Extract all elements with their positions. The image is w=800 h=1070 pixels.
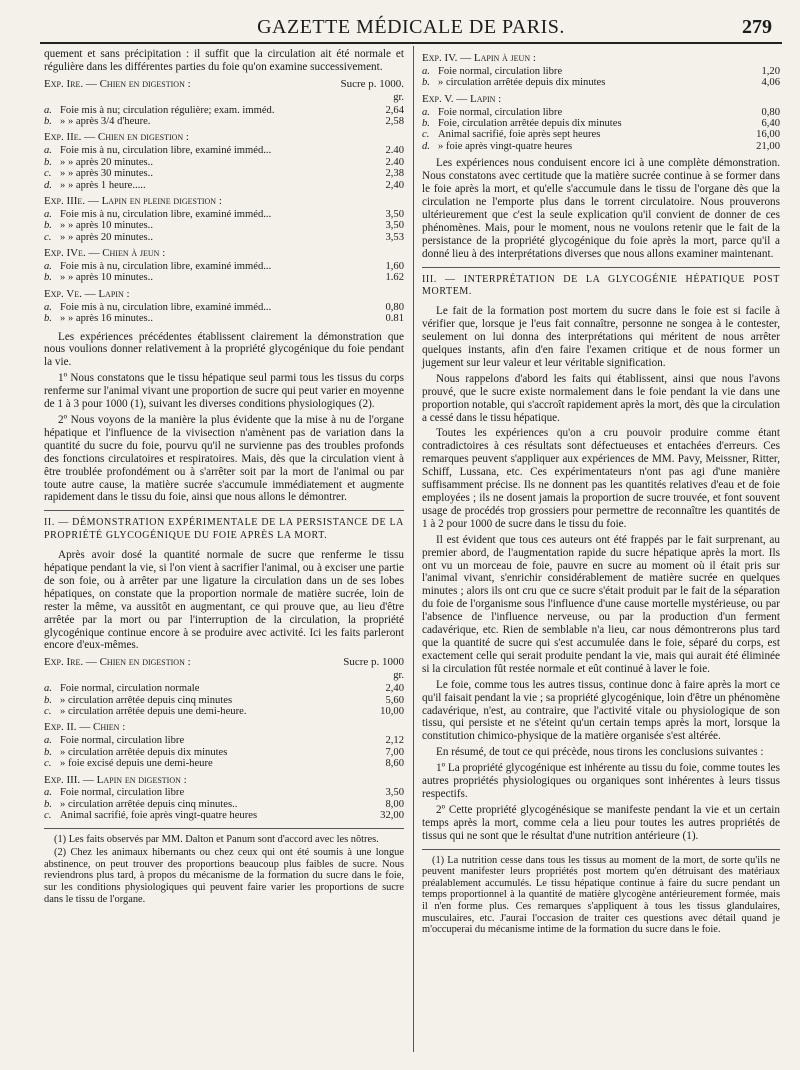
row-description: Foie normal, circulation libre — [60, 787, 185, 799]
row-value: 2,40 — [385, 179, 404, 191]
row-value: 21,00 — [756, 140, 780, 152]
row-key: b. — [44, 156, 52, 168]
row-description: » circulation arrêtée depuis dix minutes — [60, 746, 228, 758]
row-key: b. — [44, 798, 52, 810]
experiment-heading — [422, 93, 780, 106]
table-row — [422, 118, 780, 129]
footnote-rule — [44, 828, 404, 829]
experiment-table-2 — [44, 656, 404, 821]
table-row — [44, 261, 404, 272]
experiment-table-3 — [422, 52, 780, 152]
paragraph: 1º La propriété glycogénique est inhérente au tissu du foie, comme toutes les autres propriétés physiologiques ou organiques sont inhérentes à leurs tissus respectifs. — [422, 762, 780, 800]
table-row — [44, 180, 404, 191]
experiment-heading — [44, 247, 404, 260]
row-key: a. — [44, 787, 52, 799]
row-key: b. — [44, 313, 52, 325]
column-divider — [413, 46, 414, 1052]
experiment-rows — [44, 787, 404, 821]
row-value: 2,58 — [385, 116, 404, 128]
paragraph: Les expériences précédentes établissent clairement la démonstration que nous voulions donner relativement à la propriété glycogénique du foie pendant la vie. — [44, 330, 404, 369]
row-key: c. — [44, 758, 52, 770]
table-row — [44, 758, 404, 769]
paragraph: 2º Cette propriété glycogénésique se manifeste pendant la vie et un certain temps après la mort, comme cela a lieu pour toutes les autres propriétés de tissus qui ne sont que le résultat d'une nutrition antérieure (1). — [422, 803, 780, 842]
row-description: Foie normal, circulation libre — [60, 735, 185, 747]
table-row — [422, 141, 780, 152]
unit-label: Sucre p. 1000. — [340, 77, 404, 90]
experiment-heading — [44, 721, 404, 734]
journal-title: GAZETTE MÉDICALE DE PARIS. — [257, 16, 565, 38]
row-description: Foie mis à nu, circulation libre, examiné imméd... — [60, 301, 272, 313]
section-heading: II. — DÉMONSTRATION EXPÉRIMENTALE DE LA PERSISTANCE DE LA PROPRIÉTÉ GLYCOGÉNIQUE DU FOIE APRÈS LA MORT. — [44, 517, 404, 542]
row-description: » » après 10 minutes.. — [60, 272, 153, 284]
experiment-rows — [44, 683, 404, 717]
row-key: d. — [44, 179, 52, 191]
row-description: » » après 16 minutes.. — [60, 313, 153, 325]
unit-grams: gr. — [393, 91, 404, 103]
experiment-title: Exp. IIe. — Chien en digestion : — [44, 131, 189, 144]
row-value: 6,40 — [761, 118, 780, 130]
table-row — [44, 105, 404, 116]
footnote: (2) Chez les animaux hibernants ou chez ceux qui ont été soumis à une longue abstinence, on peut trouver des proportions beaucoup plus faibles de sucre. Nous reviendrons plus tard, à propos du mécanisme de la formation du sucre dans le foie, sur les conditions physiologiques qui peuvent faire varier les proportions de sucre dans le tissu de l'organe. — [44, 847, 404, 905]
table-row — [44, 116, 404, 127]
experiment-title: Exp. Ire. — Chien en digestion : — [44, 77, 191, 90]
paragraph: En résumé, de tout ce qui précède, nous tirons les conclusions suivantes : — [436, 746, 764, 759]
table-row — [44, 220, 404, 231]
page-number: 279 — [742, 16, 772, 38]
row-key: b. — [422, 77, 430, 89]
row-key: a. — [422, 106, 430, 118]
table-row — [44, 272, 404, 283]
left-column — [44, 48, 404, 907]
table-row — [422, 129, 780, 140]
table-row — [44, 209, 404, 220]
running-header — [40, 12, 782, 42]
row-description: Foie normal, circulation libre — [438, 65, 563, 77]
footnote: (1) Les faits observés par MM. Dalton et Panum sont d'accord avec les nôtres. — [54, 833, 379, 845]
row-key: c. — [44, 231, 52, 243]
row-key: a. — [44, 735, 52, 747]
separator — [422, 267, 780, 268]
table-row — [44, 706, 404, 717]
paragraph: Nous rappelons d'abord les faits qui établissent, ainsi que nous l'avons prouvé, que le sucre existe normalement dans le foie pendant la vie dans une proportion notable, qui s'accroît rapidement après la mort, dès que la circulation a cessé dans le tissu hépatique. — [422, 372, 780, 424]
row-value: 2,38 — [385, 168, 404, 180]
experiment-rows — [44, 145, 404, 191]
row-value: 4,06 — [761, 77, 780, 89]
row-description: Foie mis à nu; circulation régulière; exam. imméd. — [60, 104, 275, 116]
paragraph: 1º Nous constatons que le tissu hépatique seul parmi tous les tissus du corps renferme sur l'animal vivant une proportion de sucre qui peut varier en moyenne de 1 à 3 pour 1000 (1), suivant les diverses conditions physiologiques (2). — [44, 372, 404, 411]
row-description: » circulation arrêtée depuis une demi-heure. — [60, 706, 247, 717]
row-key: b. — [422, 118, 430, 130]
row-value: 3,53 — [385, 231, 404, 243]
paragraph: Toutes les expériences qu'on a cru pouvoir produire comme étant contradictoires à ces résultats sont défectueuses et entachées d'erreurs. Ces remarques peuvent s'appliquer aux expériences de MM. Pavy, Meissner, Ritter, Schiff, Lussana, etc. Ces expérimentateurs n'ont pas agi d'une manière suffisamment précise. Ils ne donnent pas les quantités relatives d'eau et de foie employées ; ils ne dosent jamais la proportion de sucre trouvée, et font souvent usage de procédés trop grossiers pour permettre de reconnaître les quantités de 1 à 2 pour 1000 de sucre dans le tissu du foie. — [422, 427, 780, 530]
unit-label: Sucre p. 1000 — [343, 656, 404, 669]
table-row — [422, 77, 780, 88]
row-key: a. — [44, 145, 52, 157]
row-description: » foie excisé depuis une demi-heure — [60, 758, 213, 770]
experiment-title: Exp. V. — Lapin : — [422, 92, 502, 105]
row-value: 0.81 — [385, 313, 404, 325]
experiment-title: Exp. IV. — Lapin à jeun : — [422, 52, 536, 64]
row-key: a. — [44, 208, 52, 220]
row-key: b. — [44, 272, 52, 284]
row-value: 1,60 — [385, 261, 404, 272]
row-description: » circulation arrêtée depuis cinq minutes — [60, 694, 233, 706]
row-description: Foie mis à nu, circulation libre, examiné imméd... — [60, 145, 272, 157]
paragraph: Il est évident que tous ces auteurs ont été frappés par le fait surprenant, au premier abord, de l'augmentation rapide du sucre hépatique après la mort. Ils ont vu un morceau de foie, pauvre en sucre au moment où il était pris sur l'animal vivant, s'enrichir considérablement de matière sucrée en quelques minutes ; alors ils ont cru que ce sucre s'était produit par le fait de la séparation du foie de l'organisme sous l'influence d'une cause mortelle mystérieuse, ou par l'absence de l'influence nerveuse, ou par la production d'un ferment cadavérique, etc. Rien de semblable n'a lieu, car nous démontrerons plus tard que la quantité de sucre qui s'est accumulée dans le foie, séparé du corps, est exactement celle qui serait produite pendant la vie, mais qui aurait été éliminée si la circulation fût restée normale et eût continué à laver le foie. — [422, 533, 780, 675]
paragraph: Après avoir dosé la quantité normale de sucre que renferme le tissu hépatique pendant la vie, si l'on vient à sacrifier l'animal, ou à exciser une partie de son foie, ou à arrêter par une ligature la circulation dans un de ses lobes hépatiques, on constate que la proportion normale de matière sucrée, loin de rester la même, va aussitôt en augmentant, ce qui prouve que, au lieu d'être arrêtée par la mort ou par l'interruption de la circulation, la propriété glycogénique continue encore à se produire avec activité. Ici les faits parleront encore d'eux-mêmes. — [44, 549, 404, 652]
table-row — [44, 787, 404, 798]
row-value: 2,40 — [385, 683, 404, 695]
experiment-heading — [44, 195, 404, 208]
experiment-title: Exp. Ire. — Chien en digestion : — [44, 656, 191, 669]
experiment-table-1 — [44, 78, 404, 325]
row-value: 5,60 — [385, 694, 404, 706]
unit-grams: gr. — [393, 670, 404, 682]
row-value: 0,80 — [385, 301, 404, 313]
row-description: Foie, circulation arrêtée depuis dix minutes — [438, 118, 622, 130]
paragraph: 2º Nous voyons de la manière la plus évidente que la mise à nu de l'organe hépatique et l'influence de la vivisection n'amènent pas de variation dans la quantité du sucre du foie, pourvu qu'il ne survienne pas des troubles profonds des fonctions circulatoires et respiratoires. Mais, dès que la circulation vient à être troublée profondément ou à s'arrêter soit par la mort de l'animal ou par toute autre cause, la matière sucrée s'accumule immédiatement et augmente rapidement dans le tissu du foie, ainsi que nous allons le démontrer. — [44, 413, 404, 504]
paragraph: Les expériences nous conduisent encore ici à une complète démonstration. Nous constatons avec certitude que la matière sucrée continue à se former dans le foie après la mort, et qu'elle s'accumule dans le tissu de l'organe dès que la circulation ne l'emporte plus dans le torrent circulatoire. Nous prouverons ultérieurement que c'est la seule explication qu'il convient de donner de ces phénomènes. Mais, pour le moment, nous ne voulons retenir que le fait de la persistance de la propriété glycogénique du foie après la mort, parce qu'il a donné lieu à des interprétations diverses que nous allons examiner maintenant. — [422, 157, 780, 260]
experiment-title: Exp. II. — Chien : — [44, 721, 126, 734]
intro-paragraph: quement et sans précipitation : il suffit que la circulation ait été normale et régulière dans les différentes parties du foie qu'on examine successivement. — [44, 48, 404, 73]
row-value: 7,00 — [385, 746, 404, 758]
row-value: 1.62 — [385, 272, 404, 284]
experiment-rows — [44, 209, 404, 243]
row-value: 2.40 — [385, 145, 404, 157]
row-description: » » après 30 minutes.. — [60, 168, 153, 180]
row-value: 2,12 — [385, 735, 404, 747]
row-key: a. — [44, 104, 52, 116]
table-row — [44, 313, 404, 324]
row-key: d. — [422, 140, 430, 152]
header-rule — [40, 42, 782, 44]
footnotes — [422, 855, 780, 936]
row-value: 0,80 — [761, 106, 780, 118]
experiment-title: Exp. IIIe. — Lapin en pleine digestion : — [44, 194, 222, 207]
row-description: » » après 10 minutes.. — [60, 220, 153, 232]
footnote-rule — [422, 849, 780, 850]
row-value: 8,00 — [385, 798, 404, 810]
row-value: 16,00 — [756, 129, 780, 141]
table-row — [44, 157, 404, 168]
experiment-rows — [44, 261, 404, 284]
table-row — [44, 695, 404, 706]
table-row — [422, 66, 780, 77]
experiment-rows — [422, 66, 780, 89]
row-key: b. — [44, 116, 52, 128]
row-key: c. — [44, 810, 52, 822]
separator — [44, 510, 404, 511]
section-heading: III. — INTERPRÉTATION DE LA GLYCOGÉNIE HÉPATIQUE POST MORTEM. — [422, 273, 780, 298]
table-row — [44, 735, 404, 746]
row-value: 3,50 — [385, 208, 404, 220]
experiment-heading — [44, 774, 404, 787]
row-description: » foie après vingt-quatre heures — [438, 140, 573, 152]
row-value: 32,00 — [380, 810, 404, 822]
experiment-heading — [422, 52, 780, 65]
row-description: » circulation arrêtée depuis dix minutes — [438, 77, 606, 89]
paragraph: Le foie, comme tous les autres tissus, continue donc à faire après la mort ce qu'il faisait pendant la vie ; sa propriété glycogénique, loin d'être un phénomène cadavérique, n'est, au contraire, que l'activité vitale ou physiologique de son tissu, qui persiste et ne s'éteint qu'un certain temps après la mort, lorsque la constitution chimico-physique de la matière organisée s'est altérée. — [422, 678, 780, 743]
row-key: c. — [422, 129, 430, 141]
row-description: » » après 20 minutes.. — [60, 156, 153, 168]
row-key: c. — [44, 168, 52, 180]
experiment-title: Exp. III. — Lapin en digestion : — [44, 773, 187, 786]
table-row — [44, 683, 404, 694]
table-row — [44, 145, 404, 156]
row-value: 1,20 — [761, 65, 780, 77]
row-key: b. — [44, 694, 52, 706]
row-value: 3,50 — [385, 787, 404, 799]
row-description: Animal sacrifié, foie après sept heures — [438, 129, 601, 141]
row-key: a. — [44, 261, 52, 272]
row-description: Foie normal, circulation normale — [60, 683, 200, 695]
experiment-rows — [422, 107, 780, 153]
table-row — [44, 810, 404, 821]
experiment-title: Exp. Ve. — Lapin : — [44, 287, 130, 300]
table-row — [44, 747, 404, 758]
experiment-rows — [44, 302, 404, 325]
row-value: 10,00 — [380, 706, 404, 717]
row-key: a. — [44, 301, 52, 313]
row-key: b. — [44, 746, 52, 758]
row-value: 2,64 — [385, 104, 404, 116]
experiment-rows — [44, 735, 404, 769]
right-column — [422, 48, 780, 938]
table-row — [44, 302, 404, 313]
experiment-heading — [44, 131, 404, 144]
row-value: 8,60 — [385, 758, 404, 770]
row-description: » » après 3/4 d'heure. — [60, 116, 151, 128]
row-key: a. — [44, 683, 52, 695]
row-description: Foie mis à nu, circulation libre, examiné imméd... — [60, 261, 272, 272]
experiment-rows — [44, 105, 404, 128]
row-description: » » après 20 minutes.. — [60, 231, 153, 243]
footnotes — [44, 834, 404, 906]
experiment-heading — [44, 78, 404, 91]
experiment-heading — [44, 656, 404, 669]
table-row — [422, 107, 780, 118]
experiment-heading — [44, 288, 404, 301]
row-key: a. — [422, 65, 430, 77]
row-key: b. — [44, 220, 52, 232]
row-description: Animal sacrifié, foie après vingt-quatre heures — [60, 810, 258, 822]
row-value: 3,50 — [385, 220, 404, 232]
row-key: c. — [44, 706, 52, 717]
row-description: » » après 1 heure..... — [60, 179, 146, 191]
experiment-title: Exp. IVe. — Chien à jeun : — [44, 247, 166, 260]
row-description: Foie normal, circulation libre — [438, 106, 563, 118]
table-row — [44, 799, 404, 810]
footnote: (1) La nutrition cesse dans tous les tissus au moment de la mort, de sorte qu'ils ne peuvent manifester leurs propriétés post mortem qu'en détruisant des matériaux préalablement accumulés. Le tissu hépatique continue à faire du sucre pendant un temps proportionnel à la quantité de matière glycogène antérieurement formée, mais il n'en forme plus. Ces remarques s'appliquent à tous les tissus glandulaires, musculaires, etc. J'aurai l'occasion de traiter ces questions avec détail quand je m'occuperai du mécanisme intime de la formation du sucre dans le foie. — [422, 854, 780, 936]
row-value: 2.40 — [385, 156, 404, 168]
row-description: Foie mis à nu, circulation libre, examiné imméd... — [60, 208, 272, 220]
paragraph: Le fait de la formation post mortem du sucre dans le foie est si facile à vérifier que, lorsque je l'eus fait connaître, personne ne songea à le contester, seulement on lui donna des interprétations qui méritent de nous arrêter quelques instants, afin d'en faire l'examen critique et de nous former un jugement sur leur valeur et leur véritable signification. — [422, 305, 780, 369]
row-description: » circulation arrêtée depuis cinq minutes.. — [60, 798, 238, 810]
table-row — [44, 232, 404, 243]
table-row — [44, 168, 404, 179]
